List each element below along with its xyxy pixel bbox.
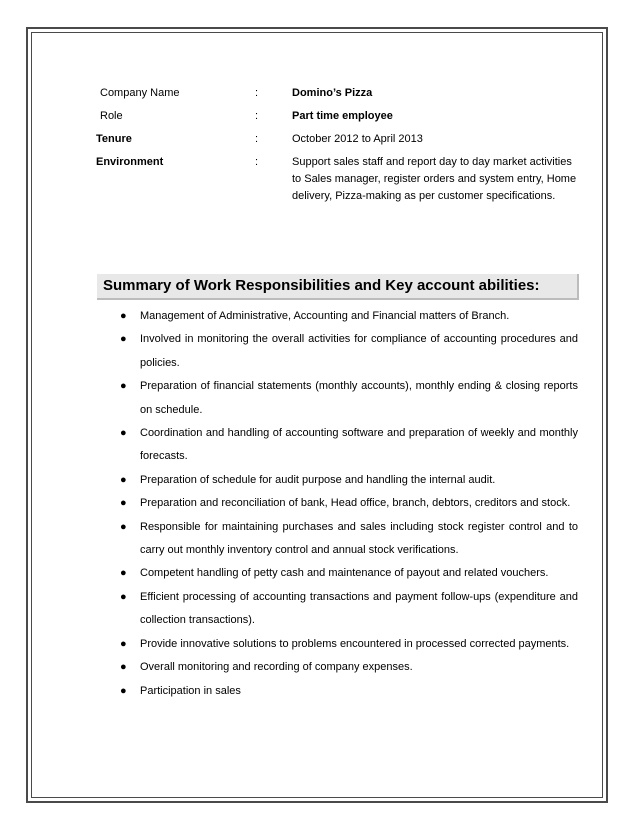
list-item (120, 492, 578, 515)
list-item-text: Participation in sales (140, 684, 241, 697)
tenure-colon: : (255, 133, 259, 145)
list-item-text: Preparation and reconciliation of bank, Head office, branch, debtors, creditors and stock. (140, 497, 571, 510)
tenure-row (96, 131, 596, 148)
list-item-text: Involved in monitoring the overall activities for compliance of accounting procedures and policies. (140, 333, 578, 369)
list-item (120, 375, 578, 422)
tenure-label: Tenure (96, 133, 132, 145)
role-colon: : (255, 110, 259, 122)
responsibilities-list (120, 305, 578, 703)
list-item (120, 586, 578, 633)
company-colon: : (255, 87, 259, 99)
company-value: Domino’s Pizza (292, 87, 373, 99)
list-item-text: Management of Administrative, Accounting and Financial matters of Branch. (140, 310, 510, 322)
environment-row (96, 154, 596, 205)
job-info-table (96, 85, 596, 211)
environment-value: Support sales staff and report day to day market activities to Sales manager, register orders and system entry, Home delivery, Pizza-making as per customer specifications. (292, 156, 577, 202)
list-item-text: Provide innovative solutions to problems encountered in processed corrected payments. (140, 637, 570, 650)
list-item (120, 328, 578, 375)
list-item (120, 656, 578, 679)
environment-colon: : (255, 156, 259, 168)
bullet-dot-icon: ● (120, 310, 127, 322)
list-item (120, 516, 578, 563)
list-item-text: Overall monitoring and recording of company expenses. (140, 661, 413, 674)
bullet-dot-icon: ● (120, 380, 127, 393)
list-item (120, 469, 578, 492)
company-label: Company Name (100, 87, 180, 99)
company-row (96, 85, 596, 102)
bullet-dot-icon: ● (120, 333, 127, 346)
list-item-text: Coordination and handling of accounting software and preparation of weekly and monthly forecasts. (140, 427, 578, 463)
bullet-dot-icon: ● (120, 473, 127, 486)
list-item (120, 680, 578, 703)
bullet-dot-icon: ● (120, 427, 127, 440)
list-item-text: Competent handling of petty cash and maintenance of payout and related vouchers. (140, 567, 549, 580)
list-item-text: Responsible for maintaining purchases and sales including stock register control and to carry out monthly inventory control and annual stock verifications. (140, 520, 578, 557)
bullet-dot-icon: ● (120, 661, 127, 674)
list-item-text: Preparation of schedule for audit purpose and handling the internal audit. (140, 473, 496, 486)
bullet-dot-icon: ● (120, 684, 127, 697)
list-item (120, 562, 578, 585)
role-label: Role (100, 110, 123, 122)
bullet-dot-icon: ● (120, 590, 127, 603)
role-row (96, 108, 596, 125)
list-item-text: Preparation of financial statements (monthly accounts), monthly ending & closing reports on schedule. (140, 380, 578, 416)
bullet-dot-icon: ● (120, 567, 127, 580)
environment-label: Environment (96, 156, 164, 168)
tenure-value: October 2012 to April 2013 (292, 133, 423, 145)
list-item (120, 422, 578, 469)
list-item (120, 305, 578, 328)
list-item-text: Efficient processing of accounting transactions and payment follow-ups (expenditure and collection transactions). (140, 590, 578, 627)
role-value: Part time employee (292, 110, 393, 122)
list-item (120, 633, 578, 656)
bullet-dot-icon: ● (120, 520, 127, 533)
bullet-dot-icon: ● (120, 497, 127, 510)
bullet-dot-icon: ● (120, 637, 127, 650)
summary-heading: Summary of Work Responsibilities and Key account abilities: (97, 274, 579, 300)
